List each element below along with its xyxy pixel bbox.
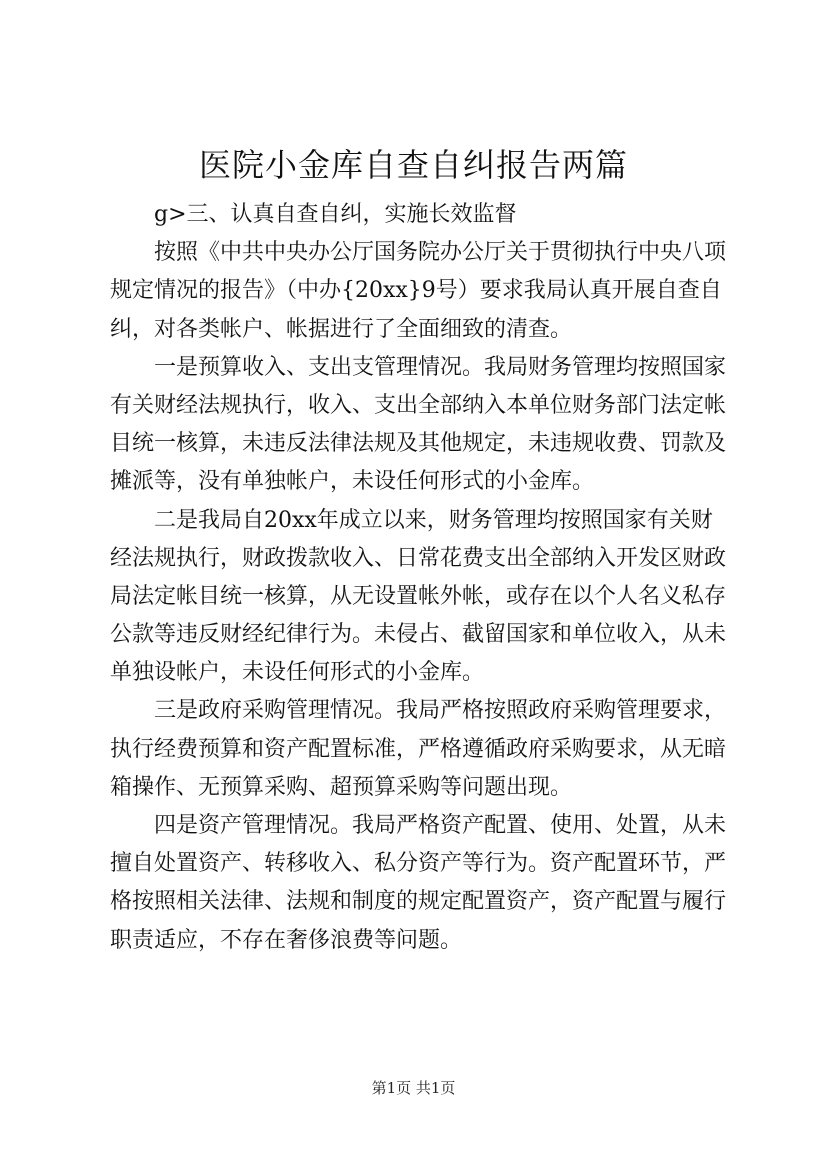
document-body: [110, 196, 727, 960]
paragraph-line: 按照《中共中央办公厅国务院办公厅关于贯彻执行中央八项: [154, 240, 727, 266]
paragraph-line: 箱操作、无预算采购、超预算采购等问题出现。: [110, 774, 573, 800]
paragraph-line: 格按照相关法律、法规和制度的规定配置资产，资产配置与履行: [110, 889, 727, 915]
paragraph-line: 纠，对各类帐户、帐据进行了全面细致的清查。: [110, 316, 573, 342]
paragraph-line: 单独设帐户，未设任何形式的小金库。: [110, 660, 485, 686]
paragraph-line: 一是预算收入、支出支管理情况。我局财务管理均按照国家: [154, 354, 727, 380]
paragraph-line: 四是资产管理情况。我局严格资产配置、使用、处置，从未: [154, 813, 727, 838]
paragraph-line: 三是政府采购管理情况。我局严格按照政府采购管理要求，: [154, 698, 727, 724]
page-number-footer: 第1页 共1页: [371, 1079, 456, 1097]
paragraph-line: 擅自处置资产、转移收入、私分资产等行为。资产配置环节，严: [110, 851, 727, 877]
paragraph-line: 有关财经法规执行，收入、支出全部纳入本单位财务部门法定帐: [110, 392, 727, 418]
paragraph-line: 职责适应，不存在奢侈浪费等问题。: [110, 927, 463, 953]
paragraph-line: 规定情况的报告》（中办{20xx}9号）要求我局认真开展自查自: [110, 278, 722, 304]
paragraph-line: 执行经费预算和资产配置标准，严格遵循政府采购要求，从无暗: [110, 736, 727, 762]
paragraph-line: 局法定帐目统一核算，从无设置帐外帐，或存在以个人名义私存: [110, 583, 727, 609]
paragraph-line: 摊派等，没有单独帐户，未设任何形式的小金库。: [110, 469, 595, 495]
paragraph-line: 经法规执行，财政拨款收入、日常花费支出全部纳入开发区财政: [110, 545, 727, 571]
paragraph-line: 公款等违反财经纪律行为。未侵占、截留国家和单位收入，从未: [110, 622, 727, 648]
document-title: 医院小金库自查自纠报告两篇: [198, 146, 628, 184]
paragraph-line: 目统一核算，未违反法律法规及其他规定，未违规收费、罚款及: [110, 431, 727, 457]
paragraph-line: 二是我局自20xx年成立以来，财务管理均按照国家有关财: [154, 507, 713, 533]
section-heading: g>三、认真自查自纠，实施长效监督: [154, 202, 517, 227]
